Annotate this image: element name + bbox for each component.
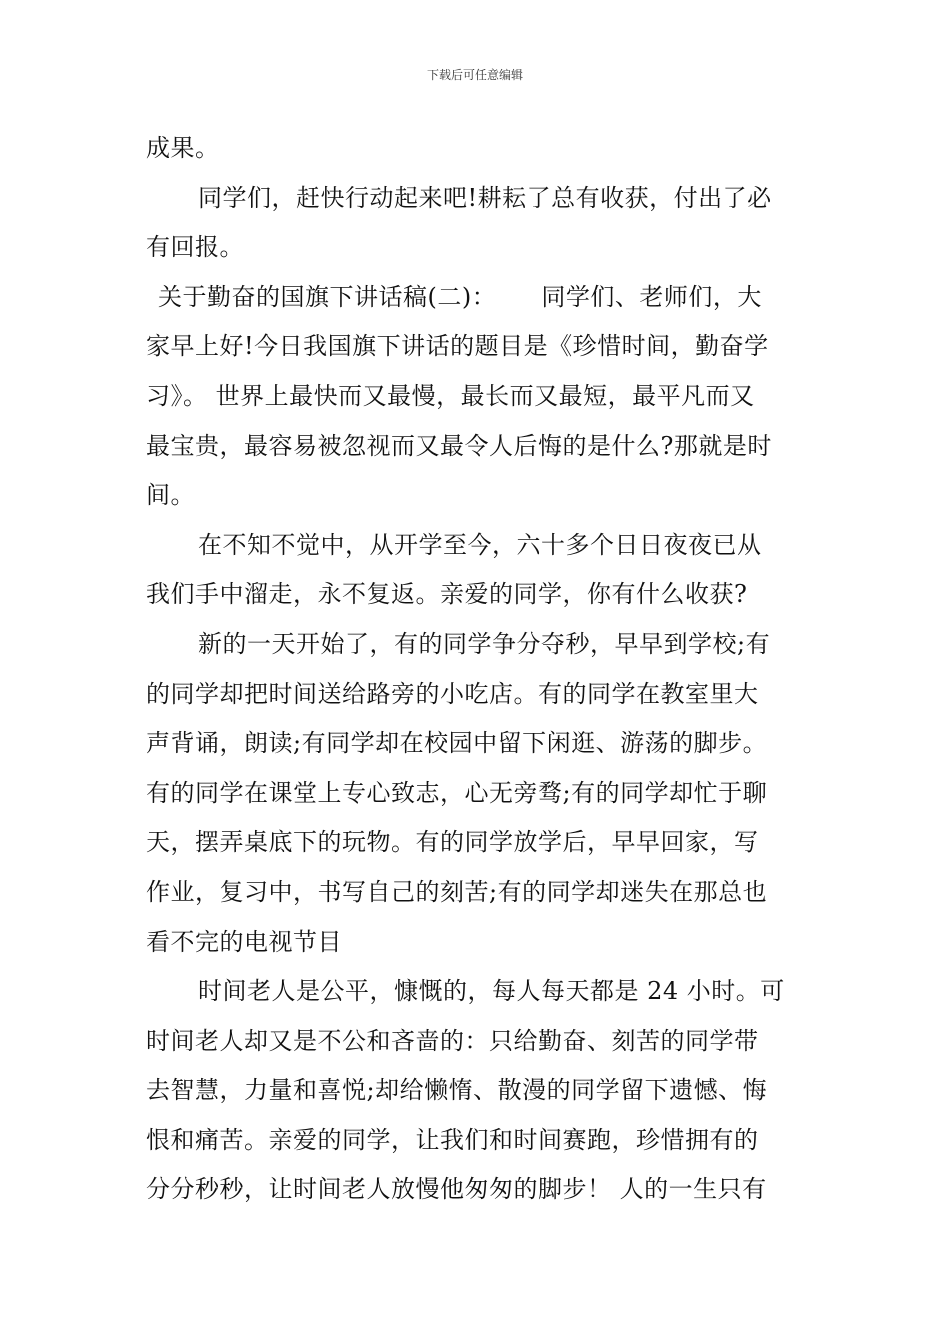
text-line: 的同学却把时间送给路旁的小吃店。有的同学在教室里大 [146,679,759,708]
text-line: 有回报。 [146,233,244,262]
text-line: 在不知不觉中，从开学至今，六十多个日日夜夜已从 [198,530,762,559]
text-line: 天，摆弄桌底下的玩物。有的同学放学后，早早回家，写 [146,828,759,857]
text-line: 分分秒秒，让时间老人放慢他匆匆的脚步！ 人的一生只有 [146,1175,767,1204]
section-heading-line: 关于勤奋的国旗下讲话稿(二)： 同学们、老师们，大 [158,282,762,311]
text-line: 家早上好!今日我国旗下讲话的题目是《珍惜时间，勤奋学 [146,332,769,361]
text-line: 同学们，赶快行动起来吧!耕耘了总有收获，付出了必 [198,183,772,212]
text-line: 时间老人是公平，慷慨的，每人每天都是 24 小时。可 [198,977,785,1006]
text-line: 我们手中溜走，永不复返。亲爱的同学，你有什么收获? [146,580,748,609]
text-line: 作业，复习中，书写自己的刻苦;有的同学却迷失在那总也 [146,877,768,906]
text-line: 看不完的电视节目 [146,927,342,956]
text-line: 习》。 世界上最快而又最慢，最长而又最短，最平凡而又 [146,381,755,410]
text-line: 时间老人却又是不公和吝啬的：只给勤奋、刻苦的同学带 [146,1026,759,1055]
text-line: 新的一天开始了，有的同学争分夺秒，早早到学校;有 [198,629,771,658]
text-line: 声背诵，朗读;有同学却在校园中留下闲逛、游荡的脚步。 [146,729,768,758]
text-line: 间。 [146,481,195,510]
text-line: 去智慧，力量和喜悦;却给懒惰、散漫的同学留下遗憾、悔 [146,1076,768,1105]
text-line: 成果。 [146,134,220,162]
text-line: 恨和痛苦。亲爱的同学，让我们和时间赛跑，珍惜拥有的 [146,1125,759,1154]
text-line: 有的同学在课堂上专心致志，心无旁骛;有的同学却忙于聊 [146,778,768,807]
text-line: 最宝贵，最容易被忽视而又最令人后悔的是什么?那就是时 [146,431,772,460]
document-body [146,124,806,1215]
page-header: 下载后可任意编辑 [426,68,523,82]
